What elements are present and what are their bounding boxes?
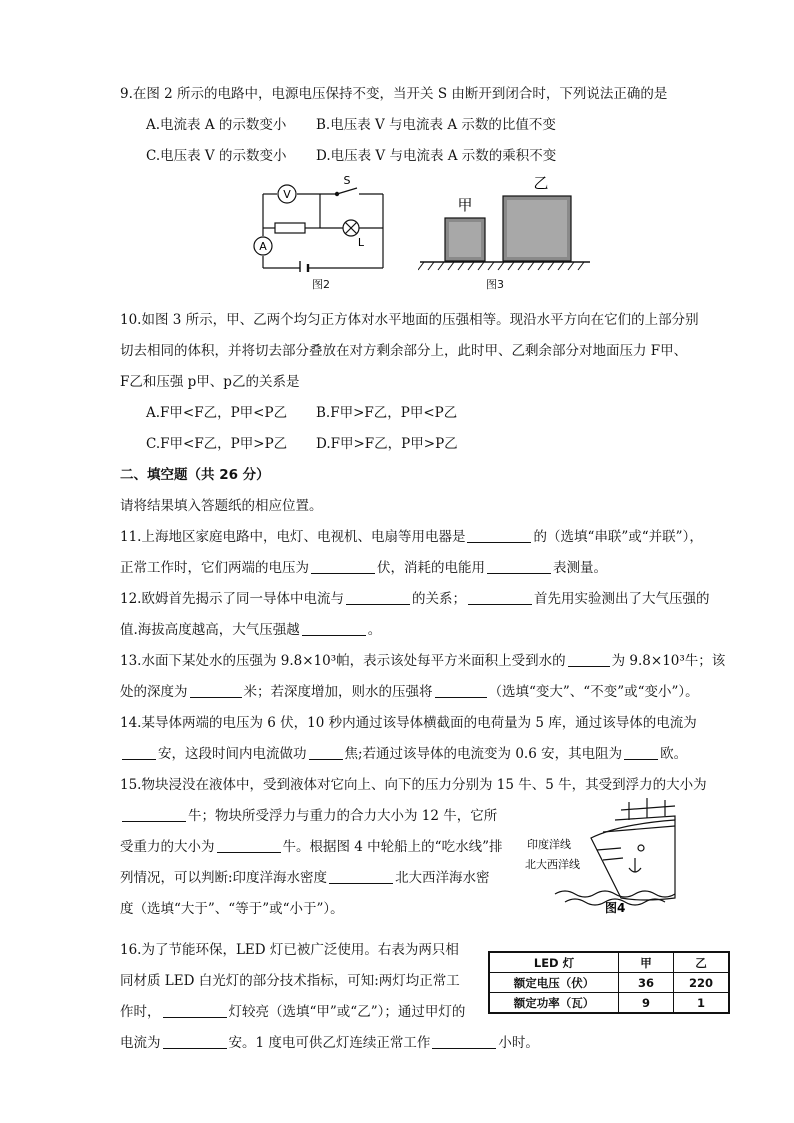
ship-figure bbox=[525, 798, 685, 916]
q13-text: 处的深度为 bbox=[120, 684, 188, 700]
q15-text: 受重力的大小为 bbox=[120, 839, 215, 855]
answer-blank bbox=[435, 683, 487, 698]
table-cell: 9 bbox=[619, 993, 674, 1014]
answer-blank bbox=[467, 528, 531, 543]
q16-text: 电流为 bbox=[120, 1035, 161, 1051]
q12-text: 首先用实验测出了大气压强的 bbox=[533, 591, 710, 607]
q16-line3 bbox=[120, 1002, 465, 1022]
led-spec-table bbox=[488, 951, 730, 1014]
answer-blank bbox=[624, 745, 658, 760]
q13-line2 bbox=[120, 682, 699, 702]
ammeter-label: A bbox=[259, 240, 267, 253]
table-cell: 1 bbox=[674, 993, 730, 1014]
answer-blank bbox=[468, 590, 532, 605]
q11-text: 伏，消耗的电能用 bbox=[377, 560, 485, 576]
answer-blank bbox=[163, 1003, 227, 1018]
figure-2-caption: 图2 bbox=[312, 278, 330, 291]
q15-line5: 度（选填“大于”、“等于”或“小于”）。 bbox=[120, 901, 344, 917]
q13-text: 米；若深度增加，则水的压强将 bbox=[243, 684, 433, 700]
table-cell: 额定功率（瓦） bbox=[489, 993, 619, 1014]
answer-blank bbox=[329, 869, 393, 884]
cube-jia-label: 甲 bbox=[457, 196, 473, 214]
q9-stem: 9.在图 2 所示的电路中，电源电压保持不变，当开关 S 由断开到闭合时，下列说法正确的是 bbox=[120, 86, 668, 102]
answer-blank bbox=[163, 1034, 227, 1049]
q11-text: 正常工作时，它们两端的电压为 bbox=[120, 560, 309, 576]
q14-text: 焦;若通过该导体的电流变为 0.6 安，其电阻为 bbox=[344, 746, 623, 762]
q15-text: 牛；物块所受浮力与重力的合力大小为 12 牛，它所 bbox=[188, 808, 498, 824]
q15-text: 牛。根据图 4 中轮船上的“吃水线”排 bbox=[282, 839, 503, 855]
table-cell: 额定电压（伏） bbox=[489, 973, 619, 993]
cubes-diagram bbox=[418, 172, 593, 272]
section-2-note: 请将结果填入答题纸的相应位置。 bbox=[120, 498, 323, 514]
answer-blank bbox=[568, 652, 610, 667]
q11-text: 的（选填“串联”或“并联”）， bbox=[533, 529, 703, 545]
q15-line3 bbox=[120, 837, 502, 857]
answer-blank bbox=[122, 807, 186, 822]
q10-option-a: A.F甲<F乙，P甲<P乙 bbox=[146, 405, 288, 421]
q15-line4 bbox=[120, 868, 490, 888]
q12-text: 的关系； bbox=[411, 591, 466, 607]
q16-text: 作时， bbox=[120, 1004, 161, 1020]
answer-blank bbox=[309, 745, 343, 760]
circuit-diagram bbox=[245, 172, 395, 272]
q16-text: 安。1 度电可供乙灯连续正常工作 bbox=[228, 1035, 431, 1051]
answer-blank bbox=[190, 683, 242, 698]
q11-text: 表测量。 bbox=[553, 560, 607, 576]
q12-line2 bbox=[120, 620, 381, 640]
q16-text: 小时。 bbox=[498, 1035, 539, 1051]
q10-option-c: C.F甲<F乙，P甲>P乙 bbox=[146, 436, 288, 452]
q14-text: 安，这段时间内电流做功 bbox=[158, 746, 307, 762]
indian-ocean-line-label: 印度洋线 bbox=[527, 838, 571, 851]
table-header-row bbox=[489, 952, 729, 973]
q13-line1 bbox=[120, 651, 725, 671]
figure-4-caption: 图4 bbox=[605, 901, 626, 915]
answer-blank bbox=[311, 559, 375, 574]
q16-line1: 16.为了节能环保，LED 灯已被广泛使用。右表为两只相 bbox=[120, 942, 459, 958]
q15-text: 列情况，可以判断:印度洋海水密度 bbox=[120, 870, 328, 886]
q10-line2: 切去相同的体积，并将切去部分叠放在对方剩余部分上，此时甲、乙剩余部分对地面压力 F甲、 bbox=[120, 343, 688, 359]
table-cell: 220 bbox=[674, 973, 730, 993]
answer-blank bbox=[122, 745, 156, 760]
q9-option-c: C.电压表 V 的示数变小 bbox=[146, 148, 287, 164]
answer-blank bbox=[346, 590, 410, 605]
q12-line1 bbox=[120, 589, 709, 609]
q11-text: 11.上海地区家庭电路中，电灯、电视机、电扇等用电器是 bbox=[120, 529, 466, 545]
q14-line1: 14.某导体两端的电压为 6 伏，10 秒内通过该导体横截面的电荷量为 5 库，通过该导体的电流为 bbox=[120, 715, 697, 731]
q11-line1 bbox=[120, 527, 703, 547]
q10-line1: 10.如图 3 所示，甲、乙两个均匀正方体对水平地面的压强相等。现沿水平方向在它们的上部分别 bbox=[120, 312, 699, 328]
north-atlantic-line-label: 北大西洋线 bbox=[525, 858, 580, 871]
q9-option-b: B.电压表 V 与电流表 A 示数的比值不变 bbox=[316, 117, 556, 133]
q10-option-d: D.F甲>F乙，P甲>P乙 bbox=[316, 436, 458, 452]
answer-blank bbox=[487, 559, 551, 574]
voltmeter-label: V bbox=[283, 188, 291, 201]
lamp-label: L bbox=[357, 236, 365, 249]
q16-line2: 同材质 LED 白光灯的部分技术指标，可知:两灯均正常工 bbox=[120, 973, 460, 989]
q14-text: 欧。 bbox=[660, 746, 688, 762]
q10-option-b: B.F甲>F乙，P甲<P乙 bbox=[316, 405, 458, 421]
figure-3-caption: 图3 bbox=[486, 278, 504, 291]
q15-line2 bbox=[120, 806, 497, 826]
q13-text: （选填“变大”、“不变”或“变小”）。 bbox=[488, 684, 699, 700]
q15-line1: 15.物块浸没在液体中，受到液体对它向上、向下的压力分别为 15 牛、5 牛，其受到浮力的大小为 bbox=[120, 777, 707, 793]
answer-blank bbox=[217, 838, 281, 853]
q15-text: 北大西洋海水密 bbox=[395, 870, 490, 886]
cube-yi-label: 乙 bbox=[533, 174, 549, 192]
q12-text: 值.海拔高度越高，大气压强越 bbox=[120, 622, 300, 638]
q14-line2 bbox=[120, 744, 687, 764]
section-2-title: 二、填空题（共 26 分） bbox=[120, 467, 270, 483]
q11-line2 bbox=[120, 558, 607, 578]
q10-line3: F乙和压强 p甲、p乙的关系是 bbox=[120, 374, 300, 390]
table-header-cell: LED 灯 bbox=[489, 952, 619, 973]
answer-blank bbox=[432, 1034, 496, 1049]
q9-option-d: D.电压表 V 与电流表 A 示数的乘积不变 bbox=[316, 148, 557, 164]
table-header-cell: 甲 bbox=[619, 952, 674, 973]
table-header-cell: 乙 bbox=[674, 952, 730, 973]
switch-label: S bbox=[343, 174, 351, 187]
table-row bbox=[489, 973, 729, 993]
table-cell: 36 bbox=[619, 973, 674, 993]
q12-text: 12.欧姆首先揭示了同一导体中电流与 bbox=[120, 591, 344, 607]
table-row bbox=[489, 993, 729, 1014]
q12-text: 。 bbox=[367, 622, 382, 638]
q16-line4 bbox=[120, 1033, 539, 1053]
answer-blank bbox=[302, 621, 366, 636]
q13-text: 为 9.8×10³牛；该 bbox=[611, 653, 726, 669]
q13-text: 13.水面下某处水的压强为 9.8×10³帕，表示该处每平方米面积上受到水的 bbox=[120, 653, 566, 669]
q16-text: 灯较亮（选填“甲”或“乙”）；通过甲灯的 bbox=[228, 1004, 466, 1020]
q9-option-a: A.电流表 A 的示数变小 bbox=[146, 117, 287, 133]
